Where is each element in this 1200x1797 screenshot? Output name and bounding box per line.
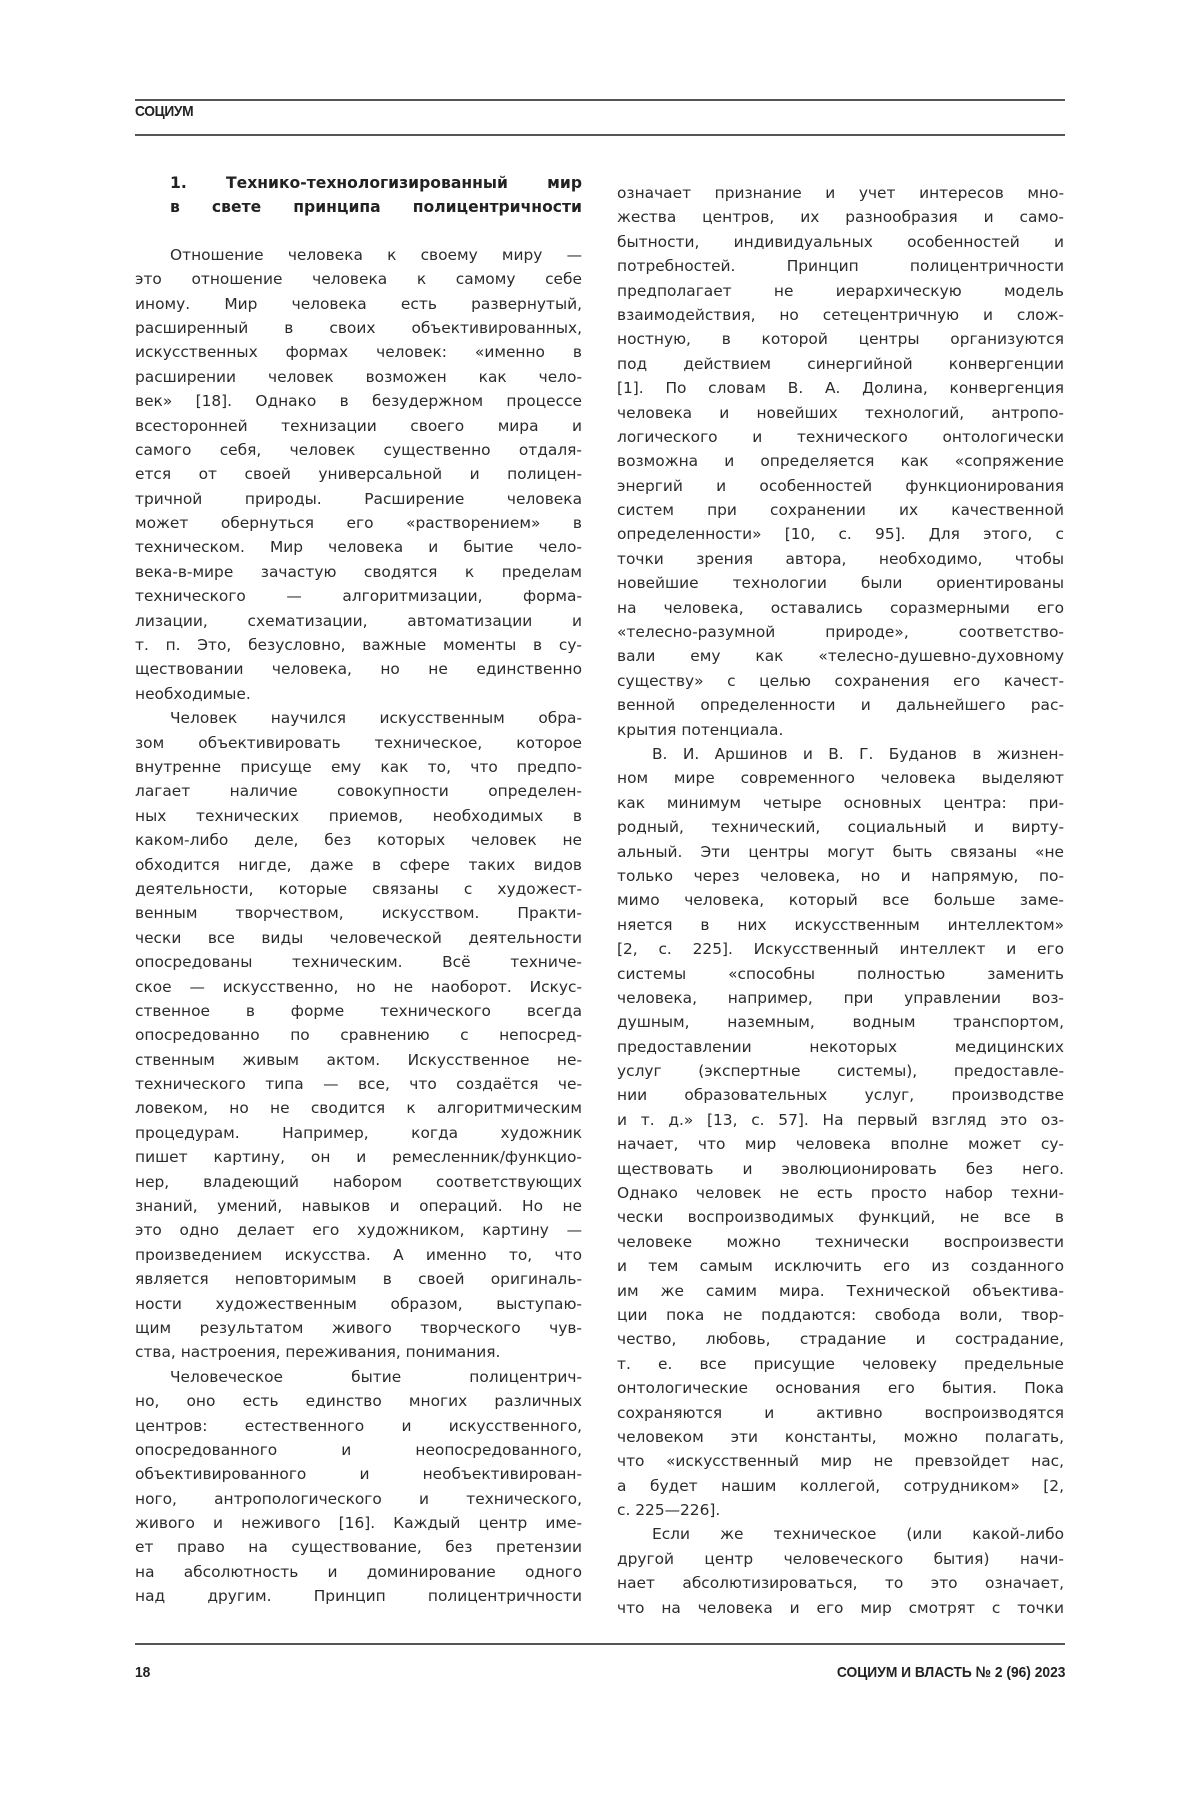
text-line: новейшие технологии были ориентированы xyxy=(617,574,1064,593)
text-line: является неповторимым в своей оригиналь- xyxy=(135,1270,582,1289)
right-column xyxy=(617,181,1064,1620)
text-line: венной определенности и дальнейшего рас- xyxy=(617,696,1064,715)
text-line: это одно делает его художником, картину — xyxy=(135,1221,582,1240)
text-line: только через человека, но и напрямую, по- xyxy=(617,866,1064,885)
text-line: над другим. Принцип полицентричности xyxy=(135,1587,582,1606)
text-line: т. е. все присущие человеку предельные xyxy=(617,1354,1064,1373)
text-line: возможна и определяется как «сопряжение xyxy=(617,452,1064,471)
text-line: «телесно-разумной природе», соответство- xyxy=(617,623,1064,642)
text-line: ции пока не поддаются: свобода воли, твор- xyxy=(617,1305,1064,1324)
text-line: бытности, индивидуальных особенностей и xyxy=(617,232,1064,251)
text-line: ностную, в которой центры организуются xyxy=(617,330,1064,349)
text-line: системы «способны полностью заменить xyxy=(617,964,1064,983)
text-line: пишет картину, он и ремесленник/функцио- xyxy=(135,1148,582,1167)
text-line: центров: естественного и искусственного, xyxy=(135,1416,582,1435)
text-line: самого себя, человек существенно отдаля- xyxy=(135,440,582,459)
text-line: нии образовательных услуг, производстве xyxy=(617,1086,1064,1105)
text-line: тричной природы. Расширение человека xyxy=(135,489,582,508)
text-line: предоставлении некоторых медицинских xyxy=(617,1037,1064,1056)
text-line: [2, с. 225]. Искусственный интеллект и его xyxy=(617,940,1064,959)
text-line: другой центр человеческого бытия) начи- xyxy=(617,1549,1064,1568)
running-head-section: СОЦИУМ xyxy=(135,103,194,120)
text-line: опосредованно по сравнению с непосред- xyxy=(135,1026,582,1045)
footer-rule xyxy=(135,1643,1065,1645)
section-heading xyxy=(135,171,582,220)
text-line: человека, например, при управлении воз- xyxy=(617,988,1064,1007)
text-line: каком-либо деле, без которых человек не xyxy=(135,831,582,850)
text-line: Если же техническое (или какой-либо xyxy=(652,1525,1064,1544)
text-line: с. 225—226]. xyxy=(617,1501,721,1520)
text-line: как минимум четыре основных центра: при- xyxy=(617,793,1064,812)
text-line: может обернуться его «растворением» в xyxy=(135,514,582,533)
text-line: ного, антропологического и технического, xyxy=(135,1489,582,1508)
text-line: но, оно есть единство многих различных xyxy=(135,1392,582,1411)
text-line: внутренне присуще ему как то, что предпо- xyxy=(135,757,582,776)
text-line: [1]. По словам В. А. Долина, конвергенция xyxy=(617,379,1064,398)
section-heading-line: в свете принципа полицентричности xyxy=(170,198,582,217)
text-line: расширенный в своих объективированных, xyxy=(135,318,582,337)
text-line: лизации, схематизации, автоматизации и xyxy=(135,611,582,630)
text-line: начает, что мир человека вполне может су- xyxy=(617,1135,1064,1154)
text-line: существу» с целью сохранения его качест- xyxy=(617,671,1064,690)
text-line: ственным живым актом. Искусственное не- xyxy=(135,1050,582,1069)
left-column xyxy=(135,171,582,1609)
text-line: щим результатом живого творческого чув- xyxy=(135,1318,582,1337)
text-line: произведением искусства. А именно то, что xyxy=(135,1245,582,1264)
text-line: Человеческое бытие полицентрич- xyxy=(170,1367,582,1386)
text-line: опосредованы техническим. Всё техниче- xyxy=(135,953,582,972)
text-line: чески воспроизводимых функций, не все в xyxy=(617,1208,1064,1227)
text-line: мимо человека, который все больше заме- xyxy=(617,891,1064,910)
text-line: века-в-мире зачастую сводятся к пределам xyxy=(135,562,582,581)
text-line: логического и технического онтологически xyxy=(617,427,1064,446)
text-line: живого и неживого [16]. Каждый центр име- xyxy=(135,1514,582,1533)
text-line: систем при сохранении их качественной xyxy=(617,501,1064,520)
text-line: услуг (экспертные системы), предоставле- xyxy=(617,1062,1064,1081)
text-line: чество, любовь, страдание и сострадание, xyxy=(617,1330,1064,1349)
text-line: альный. Эти центры могут быть связаны «не xyxy=(617,842,1064,861)
text-line: Человек научился искусственным обра- xyxy=(170,709,582,728)
text-line: означает признание и учет интересов мно- xyxy=(617,184,1064,202)
header-bottom-rule xyxy=(135,134,1065,136)
text-line: ном мире современного человека выделяют xyxy=(617,769,1064,788)
text-line: жества центров, их разнообразия и само- xyxy=(617,208,1064,227)
text-line: крытия потенциала. xyxy=(617,720,784,739)
text-line: объективированного и необъективирован- xyxy=(135,1465,582,1484)
text-line: энергий и особенностей функционирования xyxy=(617,476,1064,495)
text-line: технического — алгоритмизации, форма- xyxy=(135,587,582,606)
text-line: нает абсолютизироваться, то это означает, xyxy=(617,1574,1064,1593)
text-line: что на человека и его мир смотрят с точки xyxy=(617,1598,1064,1617)
text-line: В. И. Аршинов и В. Г. Буданов в жизнен- xyxy=(652,744,1064,763)
text-line: ское — искусственно, но не наоборот. Искус- xyxy=(135,977,582,996)
text-line: обходится нигде, даже в сфере таких видов xyxy=(135,855,582,874)
text-line: техническом. Мир человека и бытие чело- xyxy=(135,538,582,557)
text-line: им же самим мира. Технической объектива- xyxy=(617,1281,1064,1300)
text-line: душным, наземным, водным транспортом, xyxy=(617,1013,1064,1032)
header-top-rule xyxy=(135,99,1065,101)
text-line: ется от своей универсальной и полицен- xyxy=(135,465,582,484)
text-line: человеке можно технически воспроизвести xyxy=(617,1232,1064,1251)
text-line: и тем самым исключить его из созданного xyxy=(617,1257,1064,1276)
text-line: Отношение человека к своему миру — xyxy=(170,245,582,264)
text-line: нер, владеющий набором соответствующих xyxy=(135,1172,582,1191)
text-line: человека и новейших технологий, антропо- xyxy=(617,403,1064,422)
text-line: расширении человек возможен как чело- xyxy=(135,367,582,386)
text-line: знаний, умений, навыков и операций. Но не xyxy=(135,1197,582,1216)
text-line: онтологические основания его бытия. Пока xyxy=(617,1379,1064,1398)
journal-issue: СОЦИУМ И ВЛАСТЬ № 2 (96) 2023 xyxy=(836,1664,1065,1681)
page-number: 18 xyxy=(135,1664,151,1681)
text-line: необходимые. xyxy=(135,684,251,703)
text-line: что «искусственный мир не превзойдет нас, xyxy=(617,1452,1064,1471)
text-line: всесторонней технизации своего мира и xyxy=(135,416,582,435)
text-line: век» [18]. Однако в безудержном процессе xyxy=(135,392,582,411)
text-line: т. п. Это, безусловно, важные моменты в су- xyxy=(135,636,582,655)
text-line: лагает наличие совокупности определен- xyxy=(135,782,582,801)
text-line: определенности» [10, с. 95]. Для этого, с xyxy=(617,525,1064,544)
text-line: взаимодействия, но сетецентричную и слож- xyxy=(617,305,1064,324)
text-line: ществовать и эволюционировать без него. xyxy=(617,1159,1064,1178)
text-line: предполагает не иерархическую модель xyxy=(617,281,1064,300)
text-line: и т. д.» [13, с. 57]. На первый взгляд это оз- xyxy=(617,1110,1064,1129)
text-line: Однако человек не есть просто набор техни- xyxy=(617,1184,1064,1203)
text-line: ет право на существование, без претензии xyxy=(135,1538,582,1557)
text-line: родный, технический, социальный и вирту- xyxy=(617,818,1064,837)
text-line: на человека, оставались соразмерными его xyxy=(617,598,1064,617)
right-column-text xyxy=(617,181,1064,1620)
text-line: ства, настроения, переживания, понимания. xyxy=(135,1343,501,1362)
text-line: сохраняются и активно воспроизводятся xyxy=(617,1403,1064,1422)
text-line: человеком эти константы, можно полагать, xyxy=(617,1427,1064,1446)
text-line: процедурам. Например, когда художник xyxy=(135,1123,582,1142)
text-line: опосредованного и неопосредованного, xyxy=(135,1440,582,1459)
text-line: ных технических приемов, необходимых в xyxy=(135,806,582,825)
text-line: технического типа — все, что создаётся че- xyxy=(135,1075,582,1094)
text-line: венным творчеством, искусством. Практи- xyxy=(135,904,582,923)
text-line: ственное в форме технического всегда xyxy=(135,1001,582,1020)
text-line: искусственных формах человек: «именно в xyxy=(135,343,582,362)
text-line: ловеком, но не сводится к алгоритмическим xyxy=(135,1099,582,1118)
text-line: деятельности, которые связаны с художест- xyxy=(135,879,582,898)
text-line: ности художественным образом, выступаю- xyxy=(135,1294,582,1313)
text-line: иному. Мир человека есть развернутый, xyxy=(135,294,582,313)
text-line: а будет нашим коллегой, сотрудником» [2, xyxy=(617,1476,1064,1495)
text-line: зом объективировать техническое, которое xyxy=(135,733,582,752)
text-line: точки зрения автора, необходимо, чтобы xyxy=(617,549,1064,568)
section-heading-line: 1. Технико-технологизированный мир xyxy=(170,174,582,192)
left-column-text xyxy=(135,243,582,1609)
text-line: ществовании человека, но не единственно xyxy=(135,660,582,679)
text-line: чески все виды человеческой деятельности xyxy=(135,928,582,947)
text-line: под действием синергийной конвергенции xyxy=(617,354,1064,373)
text-line: на абсолютность и доминирование одного xyxy=(135,1562,582,1581)
text-line: няется в них искусственным интеллектом» xyxy=(617,915,1064,934)
text-line: потребностей. Принцип полицентричности xyxy=(617,257,1064,276)
text-line: это отношение человека к самому себе xyxy=(135,270,582,289)
text-line: вали ему как «телесно-душевно-духовному xyxy=(617,647,1064,666)
